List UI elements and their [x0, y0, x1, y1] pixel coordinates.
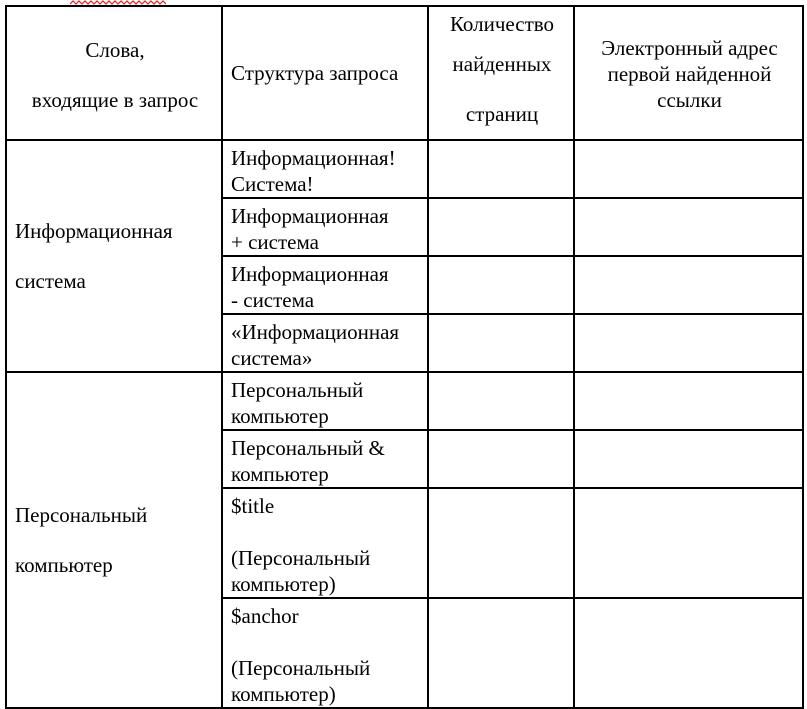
- blank-line: [231, 629, 421, 655]
- query-structure-cell: [222, 314, 428, 372]
- group-words-line1: Персональный: [15, 503, 148, 527]
- query-line: $title: [231, 494, 275, 518]
- query-line: (Персональный: [231, 546, 371, 570]
- table-row: [6, 372, 803, 430]
- page-count-cell: [428, 140, 574, 198]
- query-structure-cell: [222, 140, 428, 198]
- header-words: [6, 6, 222, 140]
- query-line: компьютер: [231, 404, 329, 428]
- header-count: [428, 6, 574, 140]
- first-url-cell: [574, 430, 803, 488]
- header-row: [6, 6, 803, 140]
- first-url-cell: [574, 140, 803, 198]
- header-url: Электронный адрес первой найденной ссылки: [574, 6, 803, 140]
- query-line: компьютер: [231, 462, 329, 486]
- first-url-cell: [574, 372, 803, 430]
- query-line: Персональный &: [231, 436, 385, 460]
- query-line: компьютер): [231, 572, 336, 596]
- header-count-line1: Количество: [449, 12, 555, 36]
- search-query-table: [5, 5, 804, 709]
- header-structure: Структура запроса: [222, 6, 428, 140]
- query-structure-cell: [222, 430, 428, 488]
- query-structure-cell: [222, 256, 428, 314]
- query-line: «Информационная: [231, 320, 400, 344]
- first-url-cell: [574, 314, 803, 372]
- header-words-line2: входящие в запрос: [31, 88, 199, 112]
- query-line: Информационная: [231, 204, 389, 228]
- header-words-line1: Слова,: [85, 38, 145, 62]
- group-words-line2: система: [15, 269, 86, 293]
- query-line: Персональный: [231, 378, 364, 402]
- page-count-cell: [428, 256, 574, 314]
- query-line: система»: [231, 346, 313, 370]
- table-row: [6, 140, 803, 198]
- query-line: + система: [231, 230, 319, 254]
- group-words-line1: Информационная: [15, 219, 173, 243]
- first-url-cell: [574, 598, 803, 708]
- header-count-line2: найденных: [452, 52, 552, 76]
- group-words-line2: компьютер: [15, 553, 113, 577]
- query-line: (Персональный: [231, 656, 371, 680]
- query-structure-cell: [222, 488, 428, 598]
- page-count-cell: [428, 430, 574, 488]
- query-line: $anchor: [231, 604, 299, 628]
- query-line: компьютер): [231, 682, 336, 706]
- blank-line: [231, 519, 421, 545]
- page-count-cell: [428, 198, 574, 256]
- query-line: Информационная: [231, 262, 389, 286]
- first-url-cell: [574, 488, 803, 598]
- group-words-cell: [6, 140, 222, 372]
- group-words-cell: [6, 372, 222, 708]
- header-count-line3: страниц: [465, 102, 539, 126]
- page-count-cell: [428, 372, 574, 430]
- first-url-cell: [574, 198, 803, 256]
- page-count-cell: [428, 488, 574, 598]
- query-structure-cell: [222, 598, 428, 708]
- first-url-cell: [574, 256, 803, 314]
- page-count-cell: [428, 314, 574, 372]
- query-line: Информационная!: [231, 146, 396, 170]
- query-line: Система!: [231, 172, 314, 196]
- page-count-cell: [428, 598, 574, 708]
- query-line: - система: [231, 288, 315, 312]
- query-structure-cell: [222, 198, 428, 256]
- query-structure-cell: [222, 372, 428, 430]
